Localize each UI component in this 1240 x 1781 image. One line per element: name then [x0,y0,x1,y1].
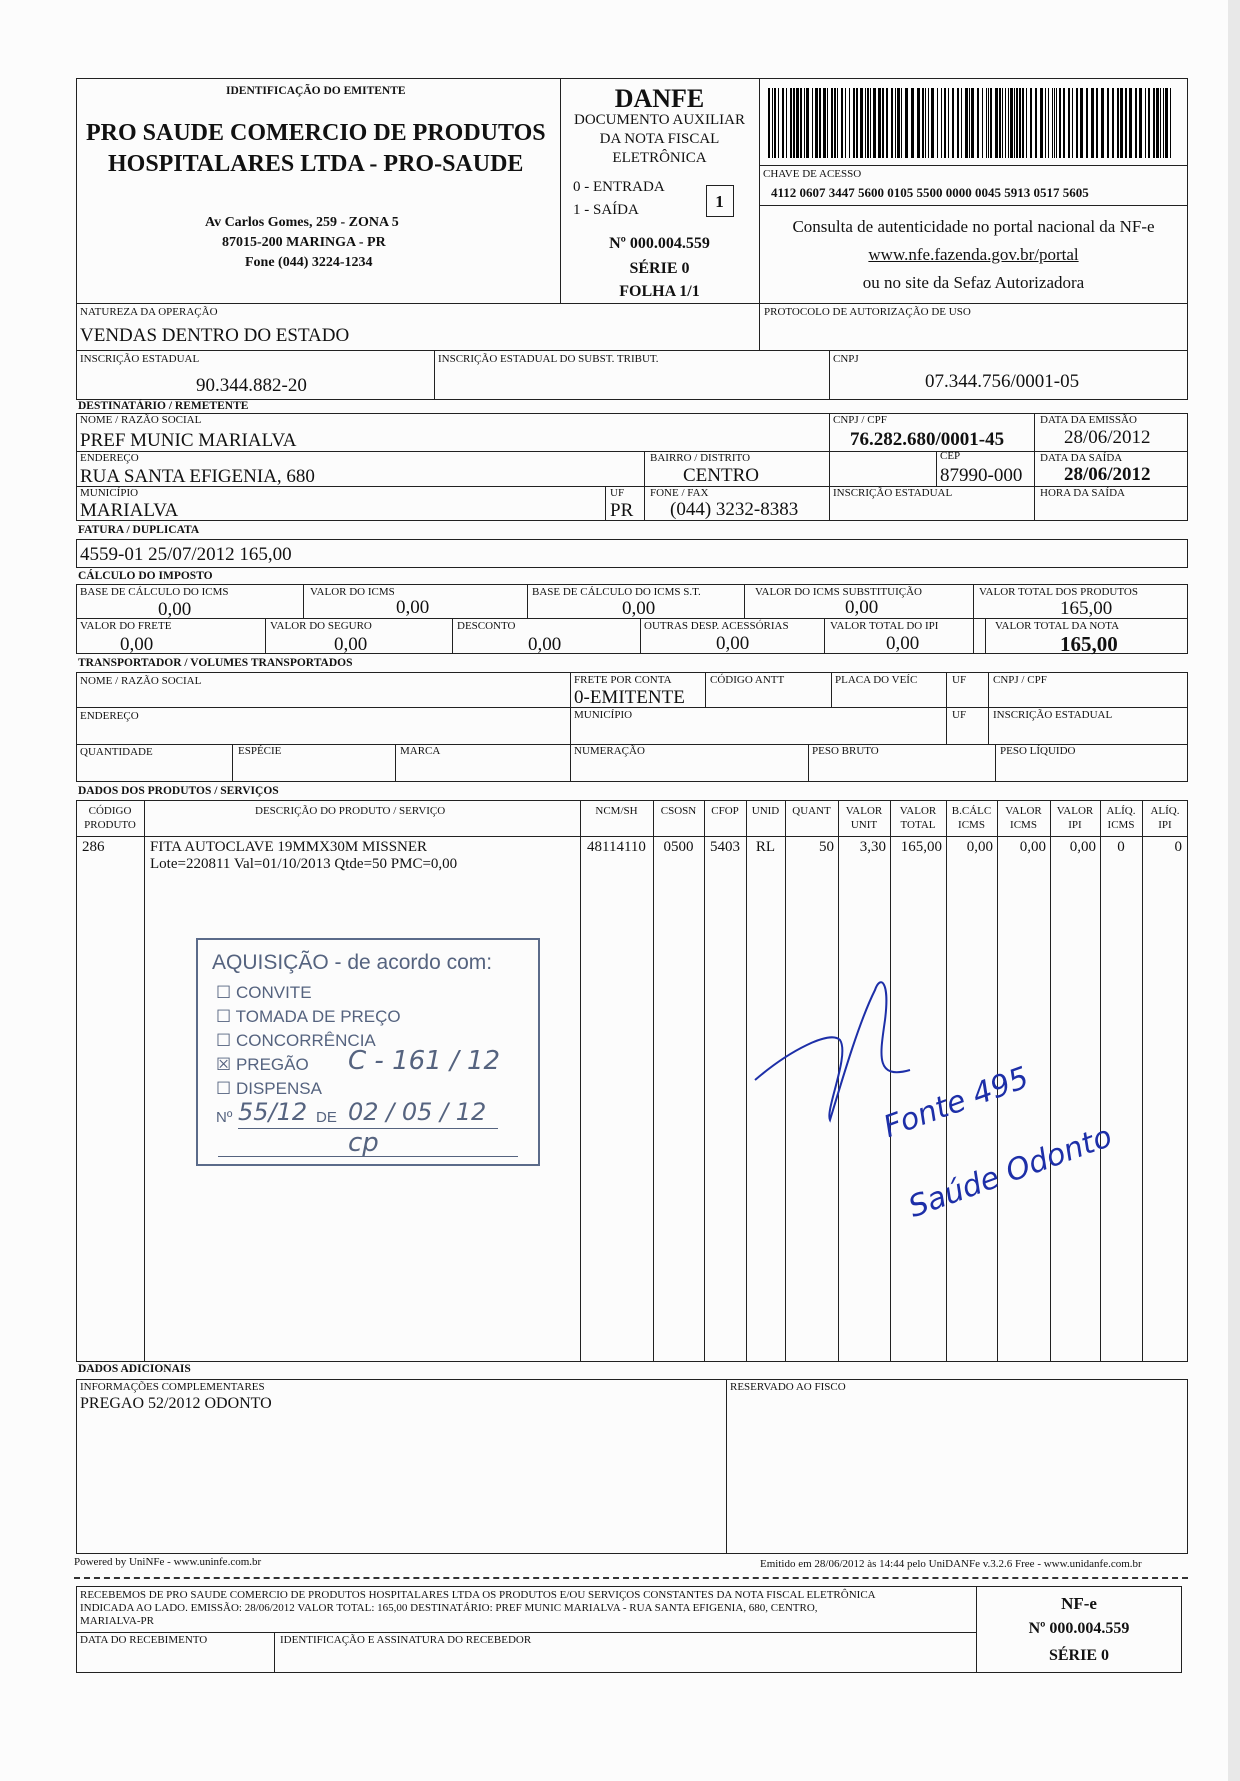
barcode-bar [1030,88,1032,158]
barcode-bar [1054,88,1055,158]
dest-bairro-label: BAIRRO / DISTRITO [650,452,751,464]
barcode-bar [925,88,926,158]
barcode-bar [1010,88,1013,158]
fatura-section: FATURA / DUPLICATA [78,524,200,536]
barcode-bar [1153,88,1155,158]
barcode-bar [895,88,896,158]
barcode-bar [1160,88,1161,158]
protocolo-label: PROTOCOLO DE AUTORIZAÇÃO DE USO [764,306,971,318]
h-bcalc-1: B.CÁLC [951,805,992,817]
consulta-text: Consulta de autenticidade no portal nacional da NF-e [792,217,1155,236]
scan-edge [1228,0,1240,1781]
ie-value: 90.344.882-20 [196,375,307,396]
barcode-bar [891,88,893,158]
dest-nome: PREF MUNIC MARIALVA [80,430,297,451]
h-codigo-2: PRODUTO [84,819,136,831]
barcode-bar [965,88,968,158]
powered-by: Powered by UniNFe - www.uninfe.com.br [74,1556,262,1568]
barcode-bar [1014,88,1015,158]
barcode-bar [793,88,795,158]
barcode-bar [886,88,888,158]
barcode-bar [982,88,983,158]
h-quant: QUANT [792,805,831,817]
acquisition-stamp [196,938,540,1166]
barcode-bar [995,88,998,158]
barcode-bar [865,88,866,158]
cnpj-emit-value: 07.344.756/0001-05 [925,371,1080,392]
barcode-bar [831,88,833,158]
barcode-bar [841,88,843,158]
barcode-bar [928,88,929,158]
canhoto-text3: MARIALVA-PR [80,1615,154,1627]
barcode-bar [790,88,792,158]
barcode-bar [800,88,802,158]
barcode-bar [849,88,850,158]
barcode-bar [1117,88,1119,158]
transp-end-label: ENDEREÇO [80,710,139,722]
barcode-bar [988,88,989,158]
stamp-num-handwritten: 55/12 [238,1098,308,1126]
barcode-bar [1139,88,1142,158]
barcode-bar [1129,88,1132,158]
barcode-bar [1002,88,1003,158]
transp-bruto-label: PESO BRUTO [812,745,879,757]
transp-mun-label: MUNICÍPIO [574,709,633,721]
transp-antt-label: CÓDIGO ANTT [710,674,785,686]
row-vipi: 0,00 [1069,839,1096,855]
transp-qtd-label: QUANTIDADE [80,746,153,758]
danfe-sub2: DA NOTA FISCAL [599,131,720,147]
barcode-bar [853,88,855,158]
barcode-bar [1068,88,1070,158]
h-vipi-1: VALOR [1056,805,1094,817]
barcode-bar [870,88,871,158]
ipi-label: VALOR TOTAL DO IPI [830,620,939,632]
dest-cep: 87990-000 [940,465,1023,486]
danfe-sub3: ELETRÔNICA [612,150,707,166]
barcode-bar [1052,88,1053,158]
canhoto-text1: RECEBEMOS DE PRO SAUDE COMERCIO DE PRODUTOS HOSPITALARES LTDA OS PRODUTOS E/OU SERVIÇOS CONSTANTES DA NOTA FISCAL ELETRÔNICA [80,1589,876,1601]
barcode-bar [1091,88,1094,158]
barcode-bar [837,88,838,158]
stamp-option-convite: ☐ CONVITE [216,983,312,1002]
canhoto-serie: SÉRIE 0 [1048,1647,1110,1664]
h-aicms-2: ICMS [1107,819,1135,831]
outras-value: 0,00 [716,633,750,654]
row-aipi: 0 [1174,839,1182,855]
base-st: 0,00 [622,598,656,619]
h-bcalc-2: ICMS [958,819,985,831]
h-codigo-1: CÓDIGO [88,805,132,817]
emitente-label: IDENTIFICAÇÃO DO EMITENTE [226,85,406,97]
total-nota: 165,00 [1060,632,1118,656]
dest-section: DESTINATÁRIO / REMETENTE [78,400,249,412]
barcode-bar [1163,88,1164,158]
barcode-bar [1026,88,1027,158]
barcode-bar [1048,88,1049,158]
dest-fone: (044) 3232-8383 [670,499,799,520]
ipi-value: 0,00 [886,633,920,654]
barcode-bar [815,88,818,158]
barcode-bar [931,88,934,158]
portal-link[interactable]: www.nfe.fazenda.gov.br/portal [868,245,1079,264]
row-vicms: 0,00 [1019,839,1046,855]
h-aipi-2: IPI [1158,819,1172,831]
natureza-label: NATUREZA DA OPERAÇÃO [80,306,218,318]
base-icms-label: BASE DE CÁLCULO DO ICMS [80,586,229,598]
transp-frete: 0-EMITENTE [574,687,685,708]
barcode-bar [867,88,869,158]
canhoto-numero: Nº 000.004.559 [1028,1620,1130,1637]
barcode-bar [897,88,900,158]
stamp-option-tomada-label: TOMADA DE PREÇO [235,1007,401,1026]
row-csosn: 0500 [663,839,694,855]
h-vunit-2: UNIT [850,819,878,831]
dest-saida-label: DATA DA SAÍDA [1040,452,1123,464]
dest-fone-label: FONE / FAX [650,487,709,499]
chave-value: 4112 0607 3447 5600 0105 5500 0000 0045 5913 0517 5605 [771,185,1089,200]
row-ncm: 48114110 [587,839,646,855]
h-unid: UNID [751,805,780,817]
barcode-bar [827,88,828,158]
stamp-title: AQUISIÇÃO - de acordo com: [212,951,493,974]
barcode-bar [1016,88,1018,158]
stamp-option-dispensa-label: DISPENSA [235,1079,322,1098]
barcode-bar [772,88,773,158]
stamp-num-prefix: Nº [216,1109,233,1126]
dest-endereco: RUA SANTA EFIGENIA, 680 [80,466,315,487]
transp-ie-label: INSCRIÇÃO ESTADUAL [993,709,1113,721]
dest-cep-label: CEP [940,450,961,462]
danfe-entrada: 0 - ENTRADA [573,179,665,195]
transp-section: TRANSPORTADOR / VOLUMES TRANSPORTADOS [78,657,353,669]
stamp-option-tomada: ☐ TOMADA DE PREÇO [216,1007,401,1026]
barcode-bar [882,88,884,158]
barcode-bar [1170,88,1171,158]
barcode-bar [986,88,987,158]
stamp-date-handwritten: 02 / 05 / 12 [348,1098,487,1126]
dest-end-label: ENDEREÇO [80,452,139,464]
danfe-saida: 1 - SAÍDA [573,202,639,218]
dest-cnpj: 76.282.680/0001-45 [850,429,1005,450]
barcode-bar [778,88,779,158]
dest-uf-label: UF [610,487,625,499]
emitente-city: 87015-200 MARINGA - PR [222,235,386,250]
barcode-bar [948,88,949,158]
barcode-bar [1019,88,1021,158]
h-ncm: NCM/SH [595,805,638,817]
barcode-bar [941,88,942,158]
base-icms: 0,00 [158,599,192,620]
ie-label: INSCRIÇÃO ESTADUAL [80,353,200,365]
stamp-option-pregao-label: PREGÃO [235,1055,309,1074]
signature-scribble [750,960,1000,1160]
transp-liquido-label: PESO LÍQUIDO [1000,745,1076,757]
barcode-bar [860,88,863,158]
row-desc2: Lote=220811 Val=01/10/2013 Qtde=50 PMC=0,00 [150,856,458,872]
barcode-bar [1112,88,1114,158]
barcode-bar [1165,88,1168,158]
barcode-bar [1135,88,1137,158]
barcode-bar [957,88,959,158]
dest-saida: 28/06/2012 [1064,464,1151,485]
dest-nome-label: NOME / RAZÃO SOCIAL [80,414,202,426]
barcode-bar [971,88,974,158]
barcode-bar [1156,88,1159,158]
barcode-bar [1080,88,1083,158]
barcode-bar [878,88,881,158]
barcode-bar [1148,88,1150,158]
total-prod-label: VALOR TOTAL DOS PRODUTOS [979,586,1138,598]
danfe-numero: Nº 000.004.559 [609,235,710,252]
barcode-bar [1063,88,1065,158]
barcode-bar [1096,88,1098,158]
total-nota-label: VALOR TOTAL DA NOTA [995,620,1120,632]
barcode-bar [1045,88,1046,158]
frete-value: 0,00 [120,634,154,655]
barcode-bar [917,88,920,158]
frete-label: VALOR DO FRETE [80,620,172,632]
canhoto-text2: INDICADA AO LADO. EMISSÃO: 28/06/2012 VALOR TOTAL: 165,00 DESTINATÁRIO: PREF MUNIC MARIALVA - RUA SANTA EFIGENIA, 680, CENTRO, [80,1602,818,1614]
transp-nome-label: NOME / RAZÃO SOCIAL [80,675,202,687]
barcode-bar [768,88,770,158]
barcode-bar [823,88,826,158]
danfe-folha: FOLHA 1/1 [619,283,700,300]
dest-cnpj-label: CNPJ / CPF [833,414,887,426]
barcode-bar [774,88,776,158]
annotation-line1: Fonte 495 [878,1060,1034,1146]
ie-st-label: INSCRIÇÃO ESTADUAL DO SUBST. TRIBUT. [438,353,659,365]
canhoto-data-label: DATA DO RECEBIMENTO [80,1634,208,1646]
stamp-pregao-handwritten: C - 161 / 12 [348,1046,501,1076]
barcode-bar [905,88,908,158]
transp-uf-label: UF [952,674,967,686]
transp-num-label: NUMERAÇÃO [574,745,645,757]
barcode-bar [1022,88,1024,158]
transp-placa-label: PLACA DO VEÍC [835,674,918,686]
h-vunit-1: VALOR [845,805,883,817]
valor-icms: 0,00 [396,597,430,618]
barcode-bar [922,88,924,158]
natureza-value: VENDAS DENTRO DO ESTADO [80,325,350,346]
dest-emissao: 28/06/2012 [1064,427,1151,448]
imposto-section: CÁLCULO DO IMPOSTO [78,570,213,582]
icms-st: 0,00 [845,597,879,618]
canhoto-nfe: NF-e [1061,1594,1097,1613]
dest-municipio: MARIALVA [80,500,179,521]
barcode-bar [812,88,813,158]
info-value: PREGAO 52/2012 ODONTO [80,1395,272,1412]
barcode-bar [911,88,914,158]
h-vicms-1: VALOR [1005,805,1042,817]
barcode-bar [1107,88,1109,158]
barcode-bar [990,88,992,158]
barcode-bar [1086,88,1088,158]
h-aicms-1: ALÍQ. [1106,805,1136,817]
barcode-bar [782,88,784,158]
annotation-line2: Saúde Odonto [903,1119,1117,1226]
barcode-bar [1035,88,1037,158]
barcode-bar [1059,88,1061,158]
barcode [768,88,1178,158]
fatura-value: 4559-01 25/07/2012 165,00 [80,544,292,565]
stamp-option-concorrencia: ☐ CONCORRÊNCIA [216,1031,376,1050]
emitente-phone: Fone (044) 3224-1234 [245,255,373,270]
barcode-bar [873,88,876,158]
emitente-address: Av Carlos Gomes, 259 - ZONA 5 [205,215,399,230]
barcode-bar [1040,88,1043,158]
emitente-name-line2: HOSPITALARES LTDA - PRO-SAUDE [108,151,524,177]
row-quant: 50 [819,839,834,855]
desconto-label: DESCONTO [457,620,516,632]
barcode-bar [796,88,799,158]
h-aipi-1: ALÍQ. [1150,805,1180,817]
stamp-option-convite-label: CONVITE [235,983,312,1002]
transp-frete-label: FRETE POR CONTA [574,674,672,686]
valor-icms-label: VALOR DO ICMS [310,586,395,598]
stamp-option-dispensa: ☐ DISPENSA [216,1079,322,1098]
barcode-bar [786,88,787,158]
canhoto-ident-label: IDENTIFICAÇÃO E ASSINATURA DO RECEBEDOR [280,1634,532,1646]
base-st-label: BASE DE CÁLCULO DO ICMS S.T. [532,586,701,598]
barcode-bar [1125,88,1127,158]
dest-hora-label: HORA DA SAÍDA [1040,487,1125,499]
barcode-bar [952,88,954,158]
row-codigo: 286 [82,839,105,855]
h-vicms-2: ICMS [1010,819,1037,831]
emitente-name-line1: PRO SAUDE COMERCIO DE PRODUTOS [86,120,546,146]
transp-especie-label: ESPÉCIE [238,745,282,757]
row-bc: 0,00 [966,839,993,855]
dest-mun-label: MUNICÍPIO [80,487,139,499]
stamp-option-pregao: ☒ PREGÃO [216,1055,309,1074]
danfe-title: DANFE [614,84,705,113]
barcode-bar [937,88,938,158]
row-desc1: FITA AUTOCLAVE 19MMX30M MISSNER [150,839,428,855]
barcode-bar [969,88,970,158]
barcode-bar [1005,88,1006,158]
produtos-section: DADOS DOS PRODUTOS / SERVIÇOS [78,785,279,797]
row-vtotal: 165,00 [900,839,942,855]
barcode-bar [1076,88,1078,158]
transp-cnpj-label: CNPJ / CPF [993,674,1047,686]
h-cfop: CFOP [711,805,739,817]
barcode-bar [1072,88,1073,158]
cut-line [74,1577,1188,1579]
chave-label: CHAVE DE ACESSO [763,168,862,180]
stamp-option-concorrencia-label: CONCORRÊNCIA [235,1031,376,1050]
row-cfop: 5403 [710,839,740,855]
h-vipi-2: IPI [1068,819,1082,831]
barcode-bar [1056,88,1057,158]
outras-label: OUTRAS DESP. ACESSÓRIAS [644,620,789,632]
stamp-initials-handwritten: cp [348,1128,379,1158]
barcode-bar [999,88,1001,158]
h-descricao: DESCRIÇÃO DO PRODUTO / SERVIÇO [255,805,446,817]
sefaz-text: ou no site da Sefaz Autorizadora [862,273,1085,292]
barcode-bar [977,88,979,158]
barcode-bar [856,88,858,158]
info-label: INFORMAÇÕES COMPLEMENTARES [80,1381,265,1393]
barcode-bar [806,88,809,158]
dest-bairro: CENTRO [683,465,759,486]
barcode-bar [845,88,846,158]
row-aicms: 0 [1117,839,1125,855]
danfe-serie: SÉRIE 0 [629,260,690,277]
stamp-de: DE [316,1109,337,1126]
seguro-label: VALOR DO SEGURO [270,620,372,632]
h-vtotal-1: VALOR [899,805,937,817]
dest-emissao-label: DATA DA EMISSÃO [1040,414,1137,426]
barcode-bar [1008,88,1009,158]
dest-uf: PR [610,500,634,521]
emitido-em: Emitido em 28/06/2012 às 14:44 pelo UniDANFe v.3.2.6 Free - www.unidanfe.com.br [760,1558,1142,1570]
danfe-tipo-box [706,185,734,217]
h-vtotal-2: TOTAL [900,819,936,831]
row-vunit: 3,30 [859,839,886,855]
fisco-label: RESERVADO AO FISCO [730,1381,846,1393]
barcode-bar [1101,88,1104,158]
icms-st-label: VALOR DO ICMS SUBSTITUIÇÃO [755,586,922,598]
barcode-bar [901,88,902,158]
transp-uf2-label: UF [952,709,967,721]
barcode-bar [1145,88,1146,158]
barcode-bar [1120,88,1123,158]
total-prod: 165,00 [1060,598,1113,619]
barcode-bar [834,88,836,158]
cnpj-emit-label: CNPJ [833,353,859,365]
adicionais-section: DADOS ADICIONAIS [78,1363,191,1375]
desconto-value: 0,00 [528,634,562,655]
danfe-sub1: DOCUMENTO AUXILIAR [574,112,745,128]
transp-marca-label: MARCA [400,745,441,757]
barcode-bar [944,88,946,158]
seguro-value: 0,00 [334,634,368,655]
h-csosn: CSOSN [660,805,697,817]
barcode-bar [804,88,805,158]
barcode-bar [819,88,821,158]
row-unid: RL [755,839,776,855]
dest-ie-label: INSCRIÇÃO ESTADUAL [833,487,953,499]
danfe-tipo: 1 [715,192,724,211]
barcode-bar [961,88,962,158]
